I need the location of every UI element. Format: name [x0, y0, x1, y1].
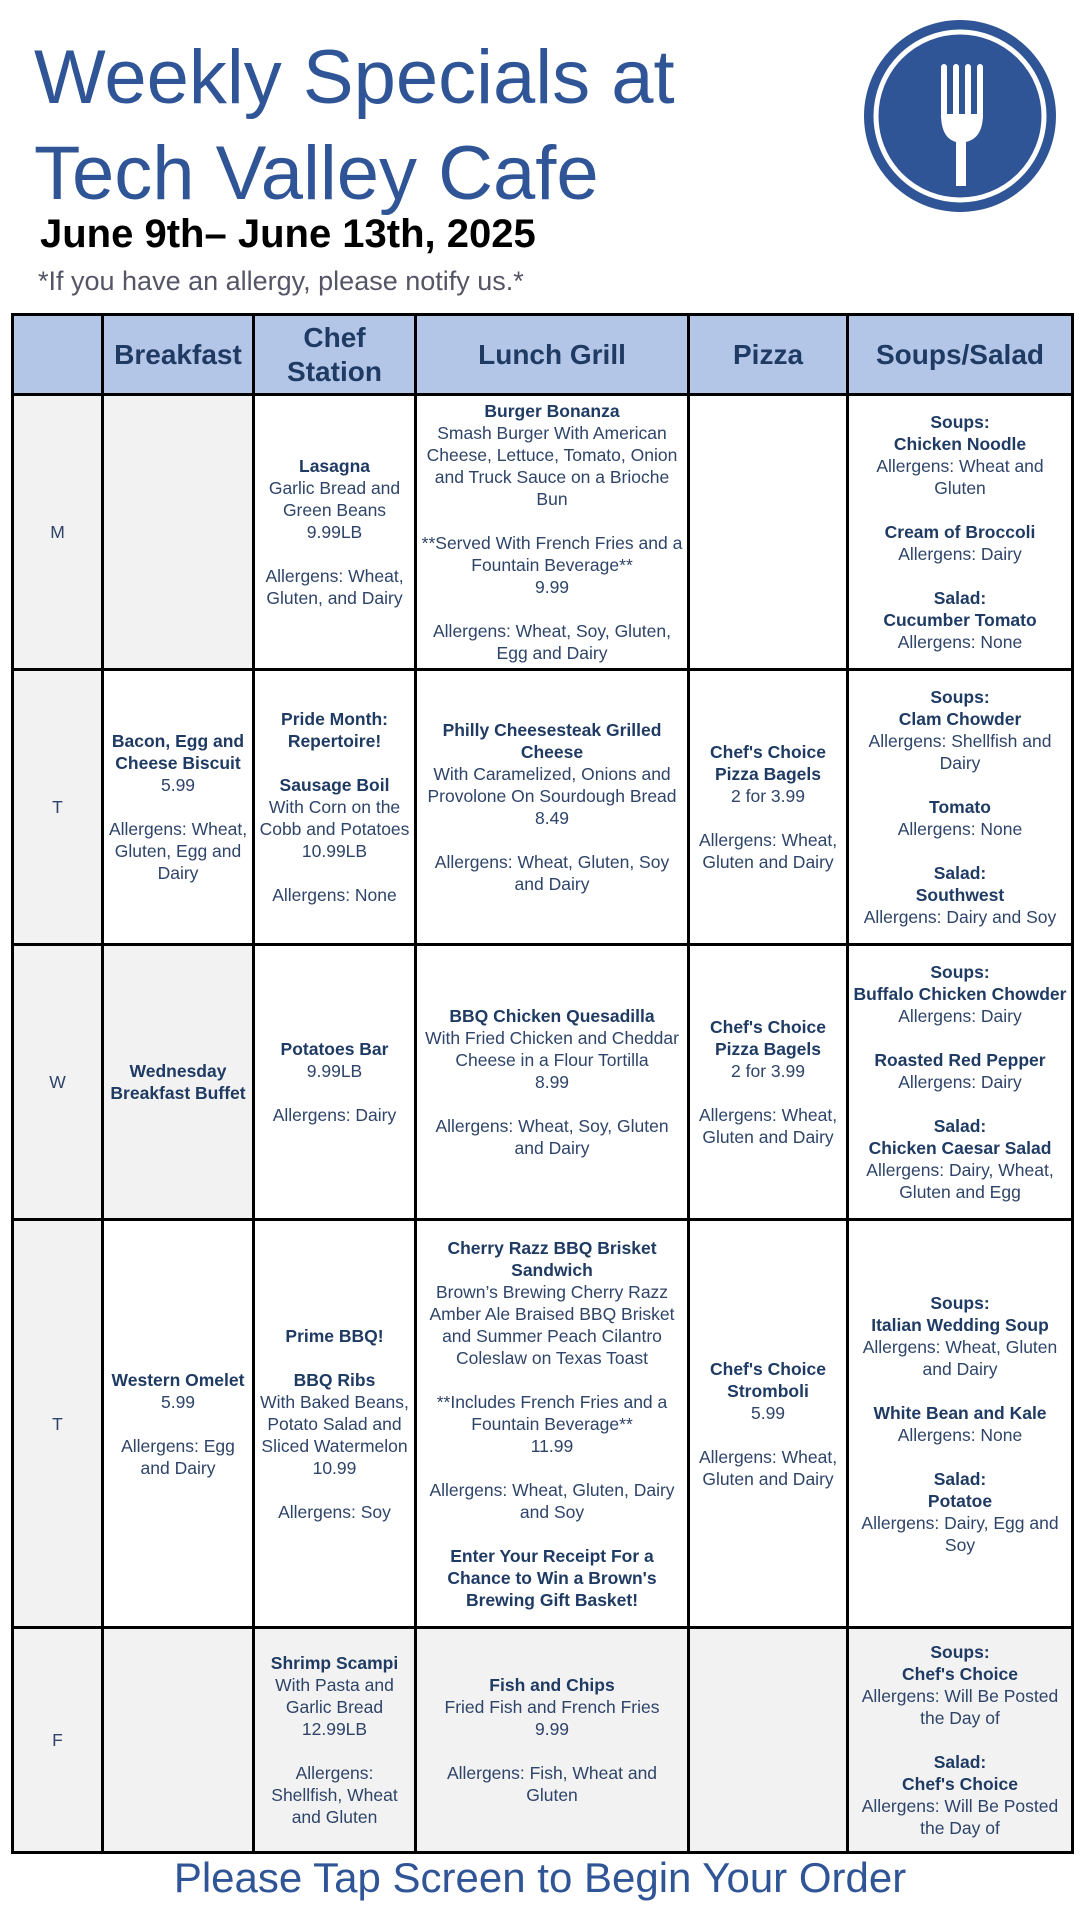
line-spacer: [421, 829, 683, 851]
menu-item-detail: With Caramelized, Onions and Provolone On Sourdough Bread: [427, 764, 677, 806]
tuesday-chef-station: [254, 670, 416, 945]
menu-item-heading: Philly Cheesesteak Grilled Cheese: [442, 720, 662, 762]
menu-item-heading: Soups:: [930, 412, 990, 432]
menu-item-heading: Salad:: [933, 1752, 987, 1772]
menu-item-heading: Soups:: [930, 687, 990, 707]
line-spacer: [421, 1523, 683, 1545]
menu-item-heading: Soups:: [930, 1292, 990, 1313]
thursday-lunch-grill: [416, 1220, 689, 1628]
menu-item-heading: White Bean and Kale: [873, 1402, 1047, 1423]
menu-item-heading: Clam Chowder: [898, 709, 1022, 729]
menu-item-detail: Allergens: Wheat, Soy, Gluten, Egg and Dairy: [433, 621, 671, 663]
wednesday-pizza: [689, 945, 848, 1220]
wednesday-chef-station: [254, 945, 416, 1220]
menu-item-heading: Roasted Red Pepper: [874, 1050, 1046, 1070]
menu-item-heading: Chef's Choice: [902, 1664, 1018, 1684]
day-row-friday: [13, 1628, 1073, 1853]
specials-table: [11, 313, 1074, 1854]
menu-item-detail: 5.99: [160, 775, 196, 795]
wednesday-soups-salad: [848, 945, 1073, 1220]
friday-soups-salad: [848, 1628, 1073, 1853]
menu-item-detail: Allergens: Shellfish, Wheat and Gluten: [271, 1763, 398, 1827]
line-spacer: [259, 543, 410, 565]
monday-lunch-grill: [416, 395, 689, 670]
menu-item-detail: Allergens: Wheat, Gluten, Soy and Dairy: [434, 852, 670, 894]
menu-item-detail: **Includes French Fries and a Fountain Beverage**: [436, 1391, 668, 1434]
friday-lunch-grill: [416, 1628, 689, 1853]
day-row-tuesday: [13, 670, 1073, 945]
line-spacer: [694, 1082, 842, 1104]
menu-item-detail: 8.99: [534, 1072, 570, 1092]
menu-item-detail: Allergens: None: [272, 885, 397, 905]
line-spacer: [108, 796, 248, 818]
menu-item-detail: 11.99: [530, 1435, 574, 1456]
day-label-tuesday: T: [13, 670, 103, 945]
thursday-soups-salad: [848, 1220, 1073, 1628]
menu-item-heading: Chef's Choice: [902, 1774, 1018, 1794]
col-header-lunch-grill: Lunch Grill: [416, 315, 689, 395]
menu-item-detail: Allergens: Shellfish and Dairy: [868, 731, 1052, 773]
line-spacer: [259, 1082, 410, 1104]
menu-item-heading: BBQ Chicken Quesadilla: [449, 1006, 655, 1026]
menu-item-heading: Cucumber Tomato: [883, 610, 1037, 630]
menu-item-heading: Wednesday Breakfast Buffet: [110, 1061, 246, 1103]
line-spacer: [853, 840, 1067, 862]
thursday-pizza: [689, 1220, 848, 1628]
tap-to-order-prompt[interactable]: Please Tap Screen to Begin Your Order: [173, 1854, 907, 1901]
title-line-2: Tech Valley Cafe: [34, 131, 599, 216]
menu-item-detail: Allergens: Wheat, Gluten and Dairy: [698, 830, 838, 872]
menu-item-detail: Allergens: Dairy and Soy: [863, 907, 1057, 927]
menu-item-detail: Allergens: Wheat, Gluten, Dairy and Soy: [429, 1479, 675, 1522]
monday-chef-station: [254, 395, 416, 670]
menu-item-heading: Chicken Noodle: [893, 434, 1027, 454]
menu-item-detail: Allergens: None: [897, 1424, 1023, 1445]
menu-item-detail: Allergens: Egg and Dairy: [121, 1435, 235, 1478]
line-spacer: [853, 1093, 1067, 1115]
day-label-friday: F: [13, 1628, 103, 1853]
line-spacer: [108, 1413, 248, 1435]
tuesday-breakfast: [103, 670, 254, 945]
day-label-thursday: T: [13, 1220, 103, 1628]
menu-item-detail: **Served With French Fries and a Fountain Beverage**: [421, 533, 683, 575]
tuesday-soups-salad: [848, 670, 1073, 945]
menu-item-detail: Allergens: Wheat, Gluten and Dairy: [862, 1336, 1058, 1379]
menu-item-heading: Burger Bonanza: [484, 401, 620, 421]
line-spacer: [694, 1424, 842, 1446]
menu-item-heading: Cream of Broccoli: [884, 522, 1036, 542]
line-spacer: [853, 1729, 1067, 1751]
menu-item-detail: Garlic Bread and Green Beans: [268, 478, 401, 520]
tuesday-lunch-grill: [416, 670, 689, 945]
line-spacer: [259, 1347, 410, 1369]
line-spacer: [259, 862, 410, 884]
line-spacer: [421, 1740, 683, 1762]
menu-item-heading: Fish and Chips: [489, 1675, 615, 1695]
menu-item-heading: Salad:: [933, 1116, 987, 1136]
menu-item-detail: 5.99: [160, 1391, 196, 1412]
menu-item-detail: 5.99: [750, 1402, 786, 1423]
menu-item-heading: Bacon, Egg and Cheese Biscuit: [111, 731, 245, 773]
line-spacer: [421, 1093, 683, 1115]
menu-item-heading: Italian Wedding Soup: [871, 1314, 1049, 1335]
wednesday-lunch-grill: [416, 945, 689, 1220]
col-header-breakfast: Breakfast: [103, 315, 254, 395]
friday-chef-station: [254, 1628, 416, 1853]
monday-breakfast: [103, 395, 254, 670]
day-label-monday: M: [13, 395, 103, 670]
menu-item-detail: Allergens: Wheat, Soy, Gluten and Dairy: [435, 1116, 669, 1158]
menu-item-detail: Allergens: Dairy, Wheat, Gluten and Egg: [866, 1160, 1054, 1202]
tuesday-pizza: [689, 670, 848, 945]
menu-item-heading: Chef's Choice Stromboli: [710, 1358, 826, 1401]
menu-item-detail: Allergens: Wheat, Gluten, Egg and Dairy: [108, 819, 248, 883]
menu-item-heading: Salad:: [933, 863, 987, 883]
menu-item-detail: Allergens: Wheat, Gluten and Dairy: [698, 1105, 838, 1147]
line-spacer: [694, 807, 842, 829]
menu-item-detail: With Fried Chicken and Cheddar Cheese in a Flour Tortilla: [425, 1028, 679, 1070]
menu-item-detail: With Baked Beans, Potato Salad and Sliced Watermelon: [260, 1391, 409, 1456]
friday-pizza: [689, 1628, 848, 1853]
line-spacer: [421, 1457, 683, 1479]
menu-item-detail: Allergens: Soy: [278, 1501, 391, 1522]
col-header-soups-salad: Soups/Salad: [848, 315, 1073, 395]
menu-item-detail: Allergens: Will Be Posted the Day of: [861, 1686, 1059, 1728]
menu-item-detail: Smash Burger With American Cheese, Lettuce, Tomato, Onion and Truck Sauce on a Brioche Bun: [426, 423, 678, 509]
monday-pizza: [689, 395, 848, 670]
menu-item-detail: Allergens: Wheat, Gluten and Dairy: [698, 1446, 838, 1489]
menu-item-heading: Tomato: [929, 797, 991, 817]
line-spacer: [853, 1380, 1067, 1402]
line-spacer: [421, 1369, 683, 1391]
day-row-thursday: [13, 1220, 1073, 1628]
col-header-chef-station: Chef Station: [254, 315, 416, 395]
title-line-1: Weekly Specials at: [34, 35, 675, 120]
menu-item-heading: Chef's Choice Pizza Bagels: [710, 742, 826, 784]
menu-item-detail: 2 for 3.99: [731, 1061, 805, 1081]
menu-item-detail: Allergens: Wheat, Gluten, and Dairy: [265, 566, 404, 608]
line-spacer: [421, 510, 683, 532]
line-spacer: [853, 565, 1067, 587]
menu-item-heading: Sausage Boil: [279, 775, 390, 795]
line-spacer: [853, 1027, 1067, 1049]
fork-icon: [862, 18, 1058, 214]
menu-item-heading: Southwest: [915, 885, 1005, 905]
menu-item-heading: Salad:: [933, 588, 987, 608]
menu-item-detail: 9.99LB: [306, 1061, 363, 1081]
date-range: June 9th– June 13th, 2025: [40, 212, 536, 256]
page-title: [34, 30, 734, 222]
menu-item-detail: 12.99LB: [301, 1719, 368, 1739]
line-spacer: [853, 1446, 1067, 1468]
day-row-wednesday: [13, 945, 1073, 1220]
allergy-note: *If you have an allergy, please notify us.*: [38, 266, 524, 296]
menu-item-detail: With Pasta and Garlic Bread: [275, 1675, 394, 1717]
menu-item-detail: Allergens: None: [897, 819, 1023, 839]
menu-item-heading: Buffalo Chicken Chowder: [853, 984, 1067, 1004]
corner-cell: [13, 315, 103, 395]
menu-item-heading: Potatoes Bar: [280, 1039, 389, 1059]
monday-soups-salad: [848, 395, 1073, 670]
line-spacer: [853, 774, 1067, 796]
thursday-chef-station: [254, 1220, 416, 1628]
line-spacer: [259, 1740, 410, 1762]
day-label-wednesday: W: [13, 945, 103, 1220]
menu-item-detail: Allergens: Dairy, Egg and Soy: [861, 1512, 1059, 1555]
line-spacer: [259, 1479, 410, 1501]
menu-item-heading: Prime BBQ!: [285, 1325, 384, 1346]
menu-item-heading: Chef's Choice Pizza Bagels: [710, 1017, 826, 1059]
header-row: [13, 315, 1073, 395]
menu-item-detail: Allergens: Dairy: [272, 1105, 397, 1125]
menu-item-heading: Cherry Razz BBQ Brisket Sandwich: [447, 1237, 657, 1280]
menu-item-heading: Lasagna: [299, 456, 370, 476]
thursday-breakfast: [103, 1220, 254, 1628]
menu-item-detail: Brown’s Brewing Cherry Razz Amber Ale Braised BBQ Brisket and Summer Peach Cilantro Coleslaw on Texas Toast: [429, 1281, 675, 1368]
menu-item-detail: 9.99LB: [306, 522, 363, 542]
menu-item-detail: Allergens: Dairy: [898, 1072, 1022, 1092]
menu-item-heading: Soups:: [930, 962, 990, 982]
menu-item-heading: Salad:: [933, 1468, 987, 1489]
menu-item-detail: Allergens: Fish, Wheat and Gluten: [446, 1763, 658, 1805]
menu-item-detail: Allergens: Dairy: [898, 544, 1022, 564]
menu-item-heading: Chicken Caesar Salad: [868, 1138, 1052, 1158]
line-spacer: [853, 499, 1067, 521]
col-header-pizza: Pizza: [689, 315, 848, 395]
menu-item-heading: Soups:: [930, 1642, 990, 1662]
menu-item-detail: 9.99: [534, 1719, 570, 1739]
menu-item-detail: Allergens: None: [897, 632, 1023, 652]
menu-item-detail: Fried Fish and French Fries: [444, 1697, 660, 1717]
menu-item-detail: Allergens: Wheat and Gluten: [876, 456, 1044, 498]
wednesday-breakfast: [103, 945, 254, 1220]
menu-item-heading: Pride Month: Repertoire!: [281, 709, 388, 751]
friday-breakfast: [103, 1628, 254, 1853]
menu-item-detail: 10.99: [312, 1457, 357, 1478]
menu-item-heading: BBQ Ribs: [293, 1369, 376, 1390]
menu-item-detail: 9.99: [534, 577, 570, 597]
menu-item-heading: Enter Your Receipt For a Chance to Win a Brown's Brewing Gift Basket!: [447, 1545, 657, 1610]
menu-item-detail: Allergens: Dairy: [898, 1006, 1022, 1026]
menu-item-detail: 8.49: [534, 808, 570, 828]
line-spacer: [259, 752, 410, 774]
menu-item-heading: Potatoe: [927, 1490, 993, 1511]
menu-item-detail: With Corn on the Cobb and Potatoes: [259, 797, 410, 839]
menu-item-detail: Allergens: Will Be Posted the Day of: [861, 1796, 1059, 1838]
menu-item-heading: Shrimp Scampi: [270, 1653, 399, 1673]
day-row-monday: [13, 395, 1073, 670]
line-spacer: [421, 598, 683, 620]
menu-item-detail: 10.99LB: [301, 841, 368, 861]
menu-item-detail: 2 for 3.99: [731, 786, 805, 806]
menu-item-heading: Western Omelet: [111, 1369, 245, 1390]
